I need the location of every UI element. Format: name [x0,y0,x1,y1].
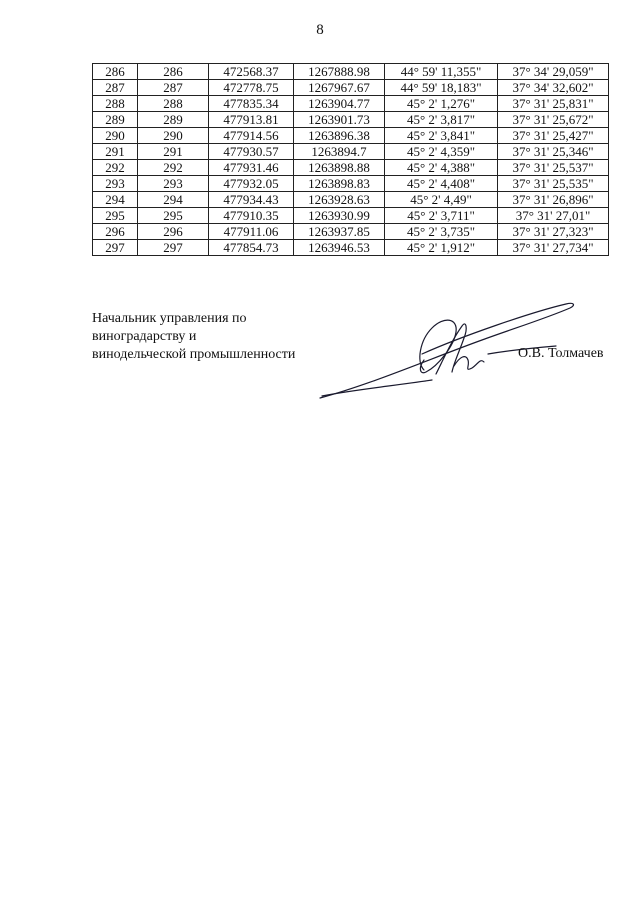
y-coordinate-cell: 1263937.85 [294,224,385,240]
point-index-cell: 292 [138,160,209,176]
table-body [93,64,609,256]
longitude-cell: 37° 31' 27,01" [498,208,609,224]
table-row [93,80,609,96]
y-coordinate-cell: 1263894.7 [294,144,385,160]
position-line-1: Начальник управления по [92,311,247,326]
x-coordinate-cell: 477910.35 [209,208,294,224]
latitude-cell: 45° 2' 3,817" [385,112,498,128]
longitude-cell: 37° 31' 26,896" [498,192,609,208]
longitude-cell: 37° 31' 25,672" [498,112,609,128]
position-line-2: виноградарству и [92,329,197,344]
page-number: 8 [316,22,324,38]
y-coordinate-cell: 1263896.38 [294,128,385,144]
point-number-cell: 286 [93,64,138,80]
x-coordinate-cell: 477911.06 [209,224,294,240]
table-row [93,192,609,208]
x-coordinate-cell: 477914.56 [209,128,294,144]
y-coordinate-cell: 1263904.77 [294,96,385,112]
latitude-cell: 45° 2' 1,912" [385,240,498,256]
latitude-cell: 45° 2' 4,388" [385,160,498,176]
x-coordinate-cell: 472778.75 [209,80,294,96]
latitude-cell: 45° 2' 3,711" [385,208,498,224]
point-index-cell: 295 [138,208,209,224]
point-index-cell: 289 [138,112,209,128]
point-number-cell: 296 [93,224,138,240]
latitude-cell: 44° 59' 18,183" [385,80,498,96]
table-row [93,176,609,192]
table-row [93,160,609,176]
point-index-cell: 290 [138,128,209,144]
point-number-cell: 288 [93,96,138,112]
latitude-cell: 45° 2' 4,359" [385,144,498,160]
point-index-cell: 287 [138,80,209,96]
longitude-cell: 37° 31' 27,323" [498,224,609,240]
longitude-cell: 37° 31' 25,346" [498,144,609,160]
longitude-cell: 37° 31' 25,427" [498,128,609,144]
position-line-3: винодельческой промышленности [92,347,296,362]
latitude-cell: 45° 2' 4,408" [385,176,498,192]
longitude-cell: 37° 31' 25,535" [498,176,609,192]
point-index-cell: 296 [138,224,209,240]
point-index-cell: 294 [138,192,209,208]
table-row [93,224,609,240]
longitude-cell: 37° 34' 29,059" [498,64,609,80]
x-coordinate-cell: 472568.37 [209,64,294,80]
longitude-cell: 37° 31' 25,537" [498,160,609,176]
y-coordinate-cell: 1263898.88 [294,160,385,176]
table-row [93,112,609,128]
latitude-cell: 45° 2' 1,276" [385,96,498,112]
x-coordinate-cell: 477930.57 [209,144,294,160]
y-coordinate-cell: 1263946.53 [294,240,385,256]
longitude-cell: 37° 31' 25,831" [498,96,609,112]
table-row [93,128,609,144]
y-coordinate-cell: 1263898.83 [294,176,385,192]
point-index-cell: 288 [138,96,209,112]
y-coordinate-cell: 1263901.73 [294,112,385,128]
x-coordinate-cell: 477934.43 [209,192,294,208]
point-number-cell: 287 [93,80,138,96]
y-coordinate-cell: 1267967.67 [294,80,385,96]
table-row [93,208,609,224]
latitude-cell: 45° 2' 3,735" [385,224,498,240]
y-coordinate-cell: 1263928.63 [294,192,385,208]
point-number-cell: 292 [93,160,138,176]
point-index-cell: 293 [138,176,209,192]
point-number-cell: 289 [93,112,138,128]
signer-name: О.В. Толмачев [518,346,604,361]
latitude-cell: 45° 2' 4,49" [385,192,498,208]
coordinates-table [92,63,609,256]
x-coordinate-cell: 477931.46 [209,160,294,176]
point-number-cell: 295 [93,208,138,224]
signatory-position [92,310,295,364]
table-row [93,240,609,256]
y-coordinate-cell: 1263930.99 [294,208,385,224]
point-number-cell: 297 [93,240,138,256]
point-number-cell: 291 [93,144,138,160]
y-coordinate-cell: 1267888.98 [294,64,385,80]
point-index-cell: 291 [138,144,209,160]
x-coordinate-cell: 477835.34 [209,96,294,112]
point-index-cell: 297 [138,240,209,256]
longitude-cell: 37° 34' 32,602" [498,80,609,96]
longitude-cell: 37° 31' 27,734" [498,240,609,256]
table-row [93,144,609,160]
x-coordinate-cell: 477932.05 [209,176,294,192]
point-index-cell: 286 [138,64,209,80]
latitude-cell: 44° 59' 11,355" [385,64,498,80]
point-number-cell: 293 [93,176,138,192]
table-row [93,64,609,80]
x-coordinate-cell: 477854.73 [209,240,294,256]
point-number-cell: 294 [93,192,138,208]
x-coordinate-cell: 477913.81 [209,112,294,128]
latitude-cell: 45° 2' 3,841" [385,128,498,144]
point-number-cell: 290 [93,128,138,144]
table-row [93,96,609,112]
